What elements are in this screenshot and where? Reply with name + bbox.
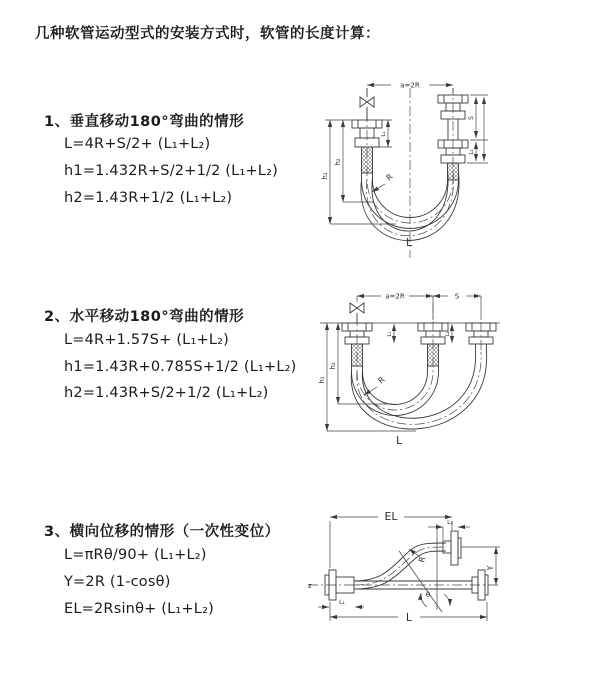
valve-icon: [360, 88, 374, 120]
dim-l: [330, 602, 487, 624]
section-3-formula-Y: Y=2R (1-cosθ): [64, 574, 171, 590]
dim-label-span: a=2R: [385, 292, 405, 301]
dim-label-l2: L₂: [447, 519, 453, 526]
hose-centerline-pos1: [357, 302, 433, 410]
dim-label-l: L: [406, 236, 413, 249]
section-1-formula-L: L=4R+S/2+ (L₁+L₂): [64, 136, 211, 152]
angle-theta-construction: [399, 524, 450, 612]
dim-label-h2: h₂: [334, 158, 342, 166]
section-3-formula-EL: EL=2Rsinθ+ (L₁+L₂): [64, 601, 214, 617]
section-3-heading: 3、横向位移的情形（一次性变位）: [44, 524, 280, 540]
dim-label-r: R: [376, 375, 387, 386]
dim-label-h1: h₁: [321, 172, 329, 180]
dim-l2: [445, 324, 452, 343]
axis-z-mark: z: [308, 582, 312, 590]
dim-label-l2: L₂: [469, 149, 475, 155]
dim-label-l1: L₁: [387, 331, 393, 337]
dim-span: [357, 293, 433, 301]
dim-l1: [379, 120, 392, 147]
dim-l2: [469, 97, 484, 161]
diagram-vertical-180-bend: [300, 70, 600, 270]
radius-callout: [364, 375, 387, 395]
dim-label-l: L: [396, 434, 403, 447]
section-1-formula-h2: h2=1.43R+1/2 (L₁+L₂): [64, 190, 233, 206]
dim-label-r: R: [417, 555, 428, 564]
dim-label-y: Y: [486, 565, 495, 571]
section-2-formula-h2: h2=1.43R+S/2+1/2 (L₁+L₂): [64, 385, 269, 401]
dim-l2: [428, 519, 470, 540]
diagram-lateral-displacement: [295, 500, 600, 650]
dim-y: [461, 547, 500, 585]
dim-label-h2: h₂: [329, 362, 337, 370]
dim-label-l2: L₂: [445, 331, 451, 337]
dim-label-h1: h₁: [318, 376, 326, 384]
diagram-horizontal-180-bend: [300, 280, 600, 460]
dim-label-span: a=2R: [400, 81, 420, 90]
dim-label-l: L: [405, 611, 413, 624]
dim-label-l1: L₁: [381, 131, 387, 137]
dim-label-el: EL: [384, 510, 398, 523]
section-3-formula-L: L=πRθ/90+ (L₁+L₂): [64, 547, 207, 563]
braided-hose-section-left: [362, 147, 373, 173]
radius-callout: [372, 172, 395, 192]
dim-label-r: R: [384, 172, 395, 183]
braided-hose-section-right: [448, 163, 459, 180]
displaced-hose-curve: [354, 543, 446, 589]
top-right-flange-fitting: [443, 531, 461, 565]
section-2-heading: 2、水平移动180°弯曲的情形: [44, 309, 245, 325]
dim-label-s: S: [454, 292, 460, 301]
dim-el: [330, 510, 452, 568]
dim-label-theta: θ: [425, 591, 431, 599]
page-title: 几种软管运动型式的安装方式时，软管的长度计算：: [35, 26, 380, 42]
dim-l1: [387, 324, 394, 343]
dim-label-s: S: [468, 116, 475, 120]
section-2-formula-h1: h1=1.43R+0.785S+1/2 (L₁+L₂): [64, 359, 297, 375]
dim-label-l1: L₁: [339, 599, 345, 606]
section-2-formula-L: L=4R+1.57S+ (L₁+L₂): [64, 332, 229, 348]
dim-l1: [318, 599, 364, 607]
dim-s: [433, 293, 481, 301]
section-1-formula-h1: h1=1.432R+S/2+1/2 (L₁+L₂): [64, 163, 278, 179]
section-1-heading: 1、垂直移动180°弯曲的情形: [44, 114, 245, 130]
